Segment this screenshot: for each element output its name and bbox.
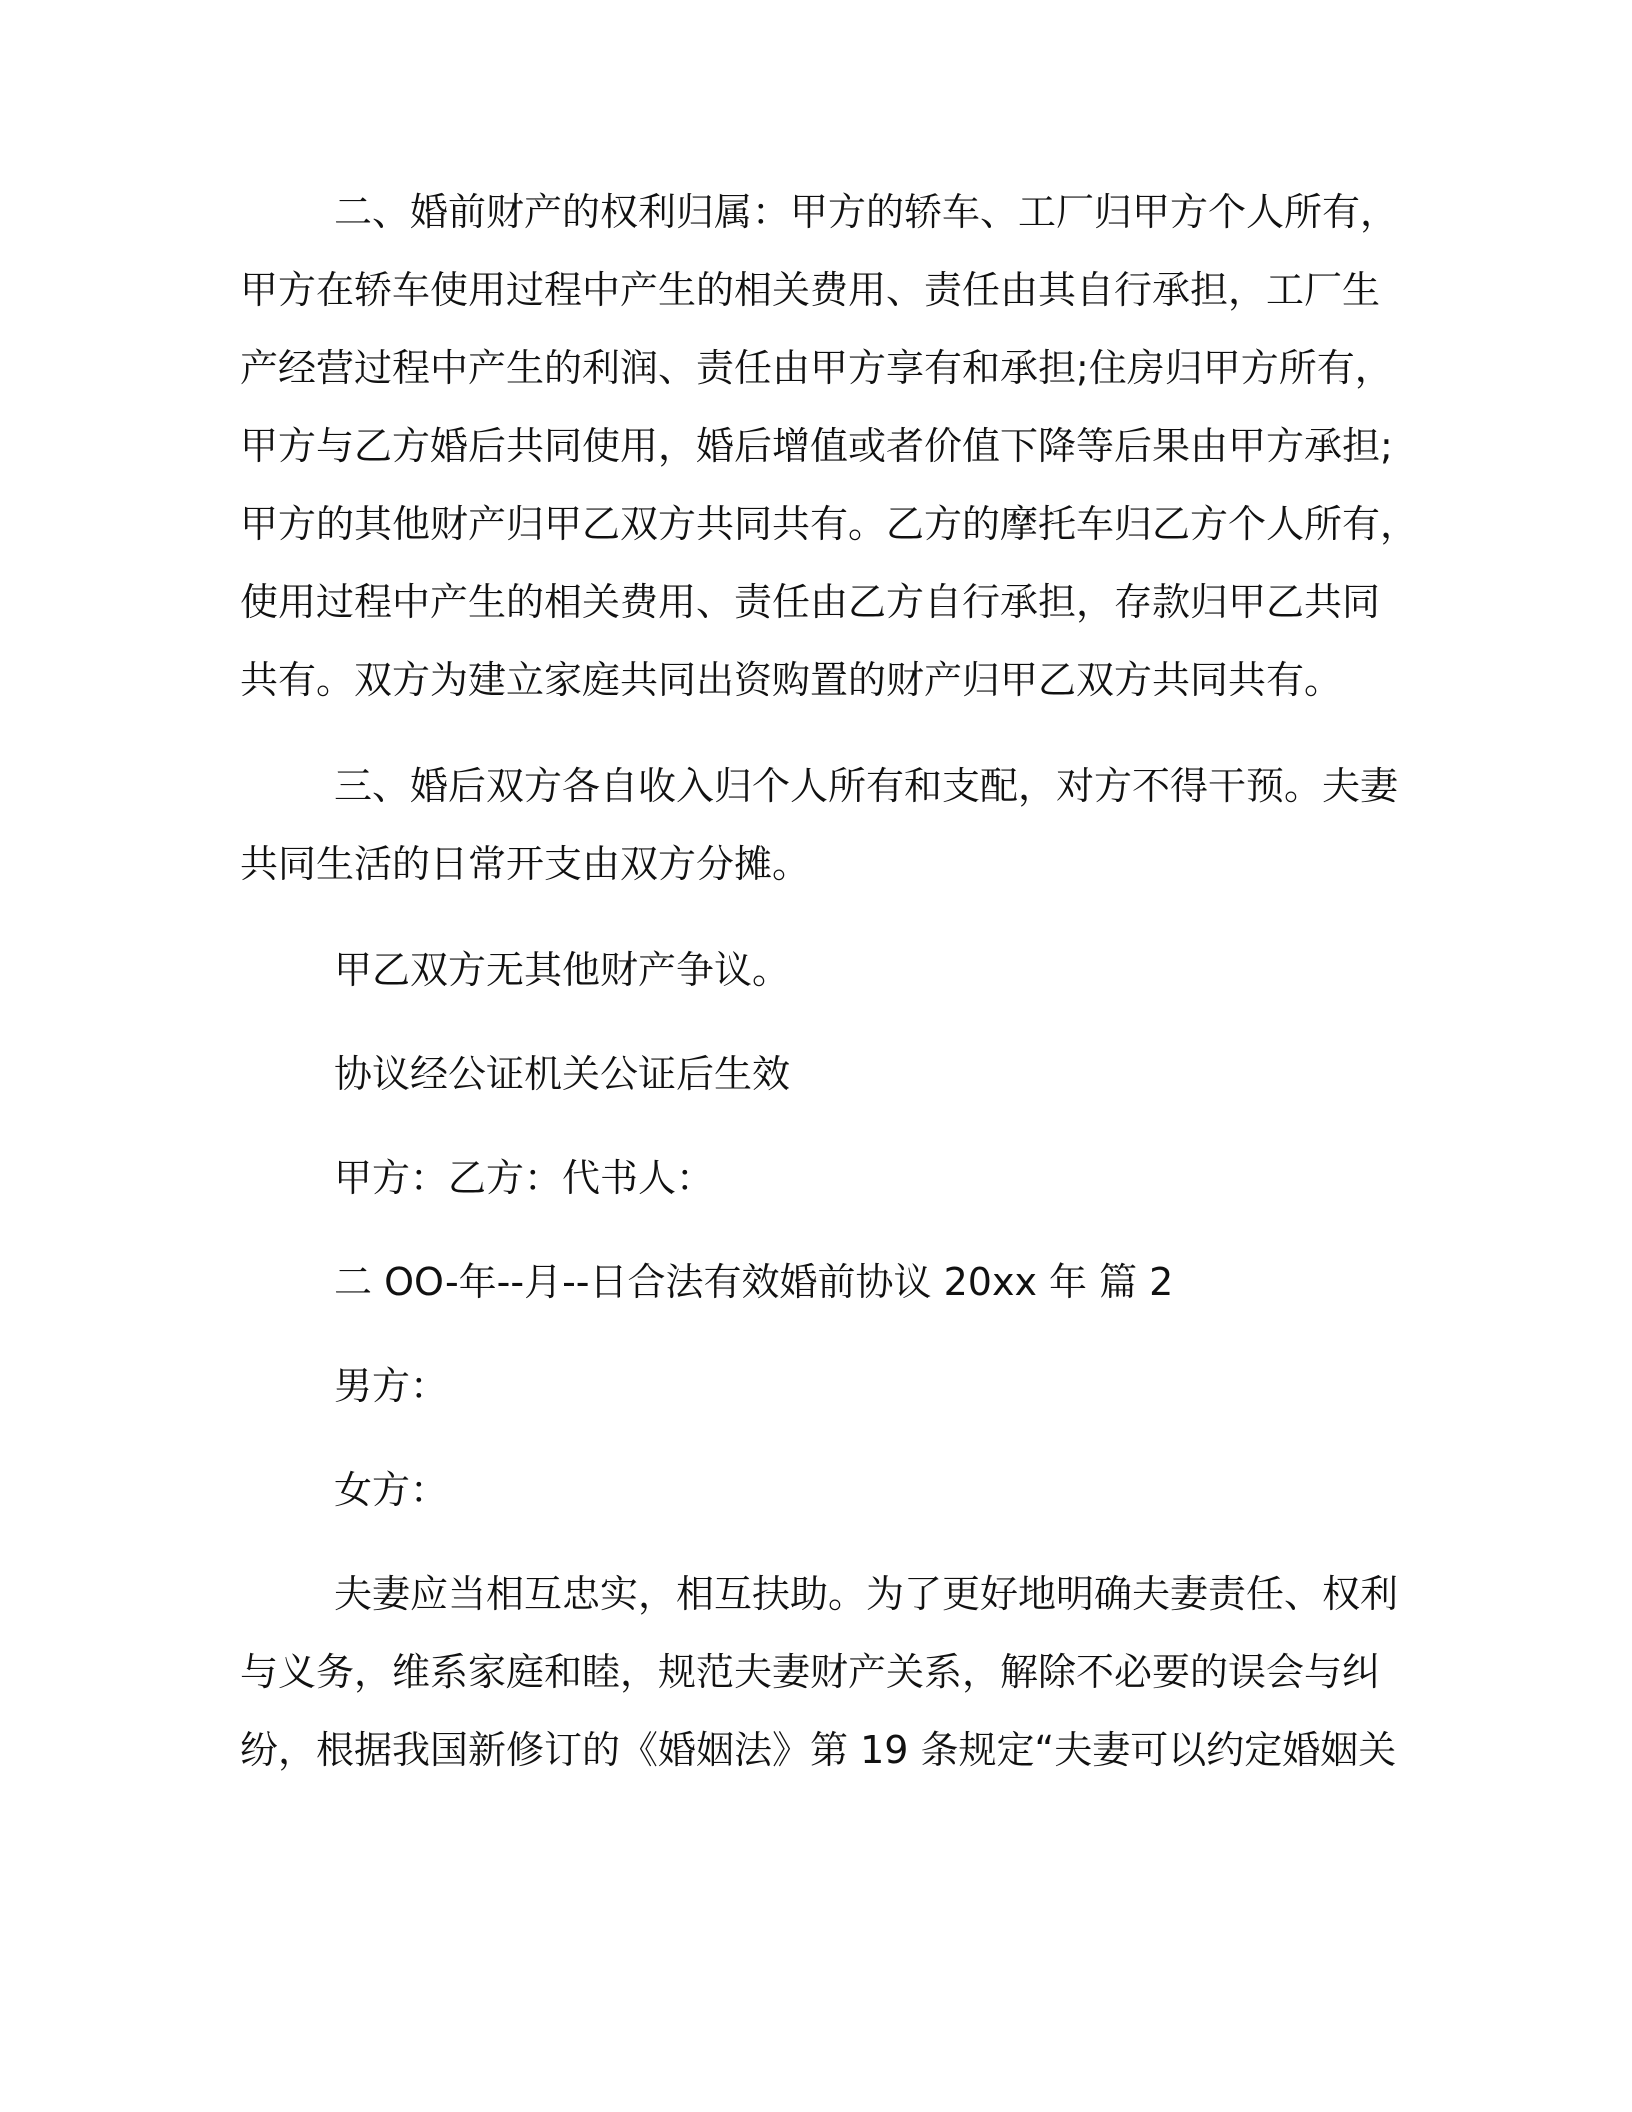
signature-line: 甲方：乙方：代书人： [334, 1156, 715, 1200]
text-line: 使用过程中产生的相关费用、责任由乙方自行承担，存款归甲乙共同 [240, 580, 1381, 624]
text-line: 甲方的其他财产归甲乙双方共同共有。乙方的摩托车归乙方个人所有， [240, 502, 1419, 546]
male-party-line: 男方： [334, 1364, 449, 1408]
text-line: 三、婚后双方各自收入归个人所有和支配，对方不得干预。夫妻 [334, 764, 1399, 808]
text-line: 纷，根据我国新修订的《婚姻法》第 19 条规定“夫妻可以约定婚姻关 [240, 1728, 1397, 1772]
paragraph-notarization: 协议经公证机关公证后生效 [334, 1052, 791, 1096]
text-line: 夫妻应当相互忠实，相互扶助。为了更好地明确夫妻责任、权利 [334, 1572, 1399, 1616]
text-line: 甲方与乙方婚后共同使用，婚后增值或者价值下降等后果由甲方承担; [240, 424, 1393, 468]
text-line: 甲方在轿车使用过程中产生的相关费用、责任由其自行承担，工厂生 [240, 268, 1381, 312]
text-line: 共有。双方为建立家庭共同出资购置的财产归甲乙双方共同共有。 [240, 658, 1343, 702]
text-line: 产经营过程中产生的利润、责任由甲方享有和承担;住房归甲方所有， [240, 346, 1393, 390]
female-party-line: 女方： [334, 1468, 449, 1512]
date-and-title-line: 二 OO-年--月--日合法有效婚前协议 20xx 年 篇 2 [334, 1260, 1174, 1304]
paragraph-no-dispute: 甲乙双方无其他财产争议。 [334, 948, 791, 992]
text-line: 共同生活的日常开支由双方分摊。 [240, 842, 811, 886]
text-line: 二、婚前财产的权利归属：甲方的轿车、工厂归甲方个人所有， [334, 190, 1399, 234]
text-line: 与义务，维系家庭和睦，规范夫妻财产关系，解除不必要的误会与纠 [240, 1650, 1381, 1694]
